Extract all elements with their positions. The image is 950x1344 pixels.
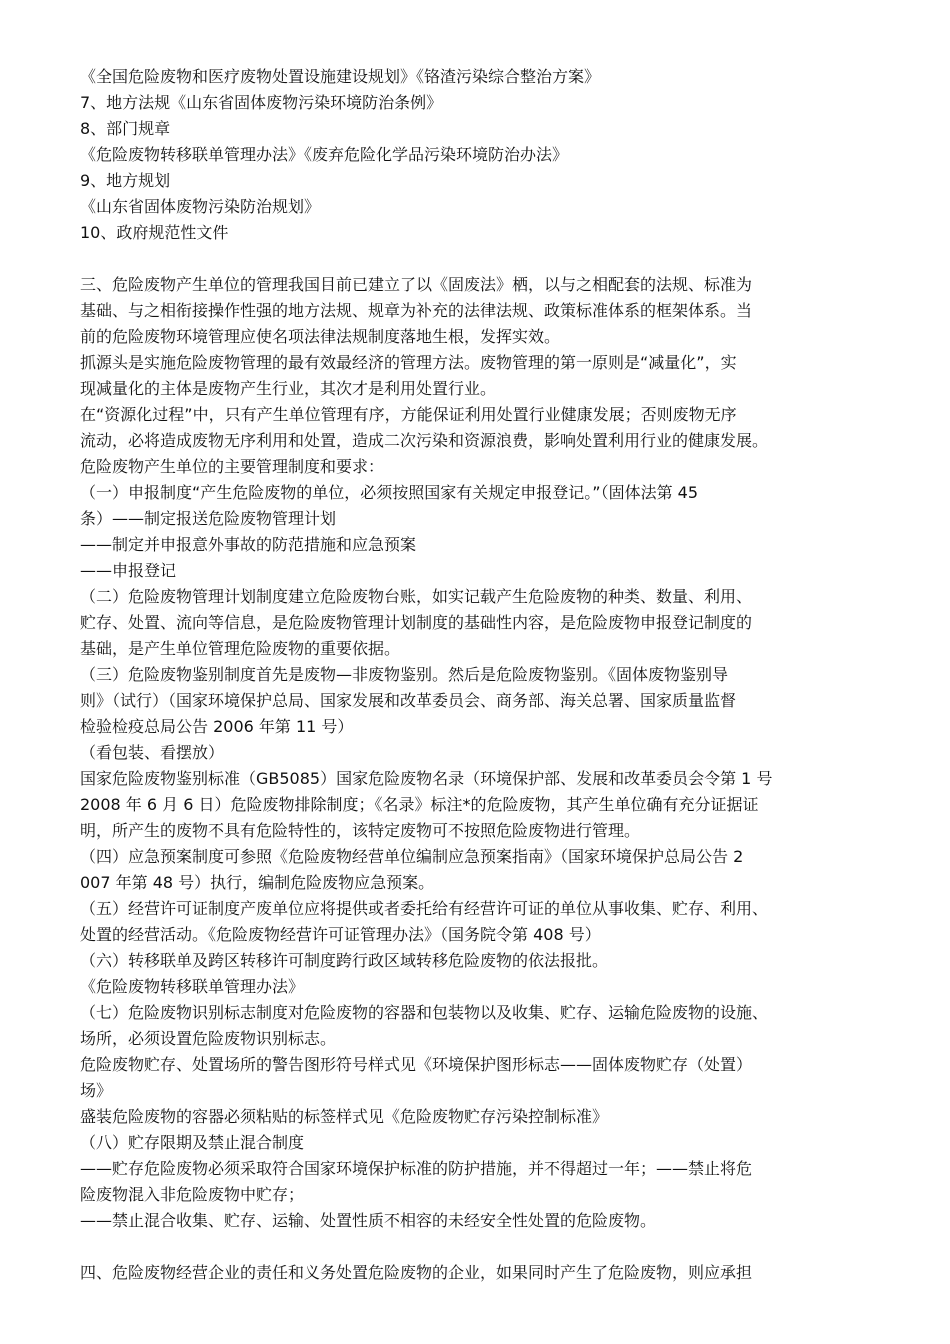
text-line: 场所，必须设置危险废物识别标志。 xyxy=(80,1029,337,1048)
text-line: 条）——制定报送危险废物管理计划 xyxy=(80,509,337,528)
text-line: 流动，必将造成废物无序利用和处置，造成二次污染和资源浪费，影响处置利用行业的健康发展。 xyxy=(80,431,769,450)
text-line: （看包装、看摆放） xyxy=(80,743,225,762)
text-line: （一）申报制度“产生危险废物的单位，必须按照国家有关规定申报登记。”（固体法第 45 xyxy=(80,483,699,502)
text-line: 场》 xyxy=(80,1081,113,1100)
text-line: 则》（试行）（国家环境保护总局、国家发展和改革委员会、商务部、海关总署、国家质量监督 xyxy=(80,691,737,710)
text-line: 盛装危险废物的容器必须粘贴的标签样式见《危险废物贮存污染控制标准》 xyxy=(80,1107,609,1126)
text-line: 基础、与之相衔接操作性强的地方法规、规章为补充的法律法规、政策标准体系的框架体系。当 xyxy=(80,301,753,320)
text-line: （五）经营许可证制度产废单位应将提供或者委托给有经营许可证的单位从事收集、贮存、利用、 xyxy=(80,899,769,918)
text-line: 险废物混入非危险废物中贮存； xyxy=(80,1185,305,1204)
text-line: 《危险废物转移联单管理办法》《废弃危险化学品污染环境防治办法》 xyxy=(80,145,569,164)
text-line: 检验检疫总局公告 2006 年第 11 号） xyxy=(80,717,354,736)
text-line: 抓源头是实施危险废物管理的最有效最经济的管理方法。废物管理的第一原则是“减量化”，实 xyxy=(80,353,737,372)
text-line: （七）危险废物识别标志制度对危险废物的容器和包装物以及收集、贮存、运输危险废物的设施、 xyxy=(80,1003,769,1022)
text-line: ——制定并申报意外事故的防范措施和应急预案 xyxy=(80,535,417,554)
text-line: 处置的经营活动。《危险废物经营许可证管理办法》（国务院令第 408 号） xyxy=(80,925,601,944)
text-line: ——贮存危险废物必须采取符合国家环境保护标准的防护措施，并不得超过一年；——禁止将危 xyxy=(80,1159,753,1178)
text-line: 基础，是产生单位管理危险废物的重要依据。 xyxy=(80,639,401,658)
text-line: 贮存、处置、流向等信息，是危险废物管理计划制度的基础性内容，是危险废物申报登记制度的 xyxy=(80,613,753,632)
text-line: 国家危险废物鉴别标准（GB5085）国家危险废物名录（环境保护部、发展和改革委员会令第 1 号 xyxy=(80,769,773,788)
text-line: 7、地方法规《山东省固体废物污染环境防治条例》 xyxy=(80,93,443,112)
text-line: （八）贮存限期及禁止混合制度 xyxy=(80,1133,305,1152)
blank-line xyxy=(80,246,892,272)
text-line: 《全国危险废物和医疗废物处置设施建设规划》《铬渣污染综合整治方案》 xyxy=(80,67,601,86)
text-line: 《危险废物转移联单管理办法》 xyxy=(80,977,305,996)
text-line: 10、政府规范性文件 xyxy=(80,223,229,242)
text-line: ——禁止混合收集、贮存、运输、处置性质不相容的未经安全性处置的危险废物。 xyxy=(80,1211,657,1230)
text-line: （六）转移联单及跨区转移许可制度跨行政区域转移危险废物的依法报批。 xyxy=(80,951,609,970)
text-line: （四）应急预案制度可参照《危险废物经营单位编制应急预案指南》（国家环境保护总局公告 2 xyxy=(80,847,744,866)
text-line: （二）危险废物管理计划制度建立危险废物台账，如实记载产生危险废物的种类、数量、利用、 xyxy=(80,587,753,606)
text-line: （三）危险废物鉴别制度首先是废物—非废物鉴别。然后是危险废物鉴别。《固体废物鉴别导 xyxy=(80,665,729,684)
text-line: 2008 年 6 月 6 日）危险废物排除制度；《名录》标注*的危险废物，其产生单位确有充分证据证 xyxy=(80,795,759,814)
text-line: 明，所产生的废物不具有危险特性的，该特定废物可不按照危险废物进行管理。 xyxy=(80,821,641,840)
blank-line xyxy=(80,1234,892,1260)
text-line: 现减量化的主体是废物产生行业，其次才是利用处置行业。 xyxy=(80,379,497,398)
text-line: ——申报登记 xyxy=(80,561,177,580)
text-line: 007 年第 48 号）执行，编制危险废物应急预案。 xyxy=(80,873,435,892)
text-line: 8、部门规章 xyxy=(80,119,171,138)
text-line: 在“资源化过程”中，只有产生单位管理有序，方能保证利用处置行业健康发展；否则废物无序 xyxy=(80,405,737,424)
text-line: 三、危险废物产生单位的管理我国目前已建立了以《固废法》栖，以与之相配套的法规、标准为 xyxy=(80,275,753,294)
text-line: 危险废物产生单位的主要管理制度和要求： xyxy=(80,457,385,476)
text-line: 前的危险废物环境管理应使名项法律法规制度落地生根，发挥实效。 xyxy=(80,327,561,346)
text-line: 9、地方规划 xyxy=(80,171,171,190)
document-body xyxy=(80,64,892,1286)
text-line: 危险废物贮存、处置场所的警告图形符号样式见《环境保护图形标志——固体废物贮存（处置） xyxy=(80,1055,753,1074)
text-line: 四、危险废物经营企业的责任和义务处置危险废物的企业，如果同时产生了危险废物，则应承担 xyxy=(80,1263,753,1282)
text-line: 《山东省固体废物污染防治规划》 xyxy=(80,197,321,216)
